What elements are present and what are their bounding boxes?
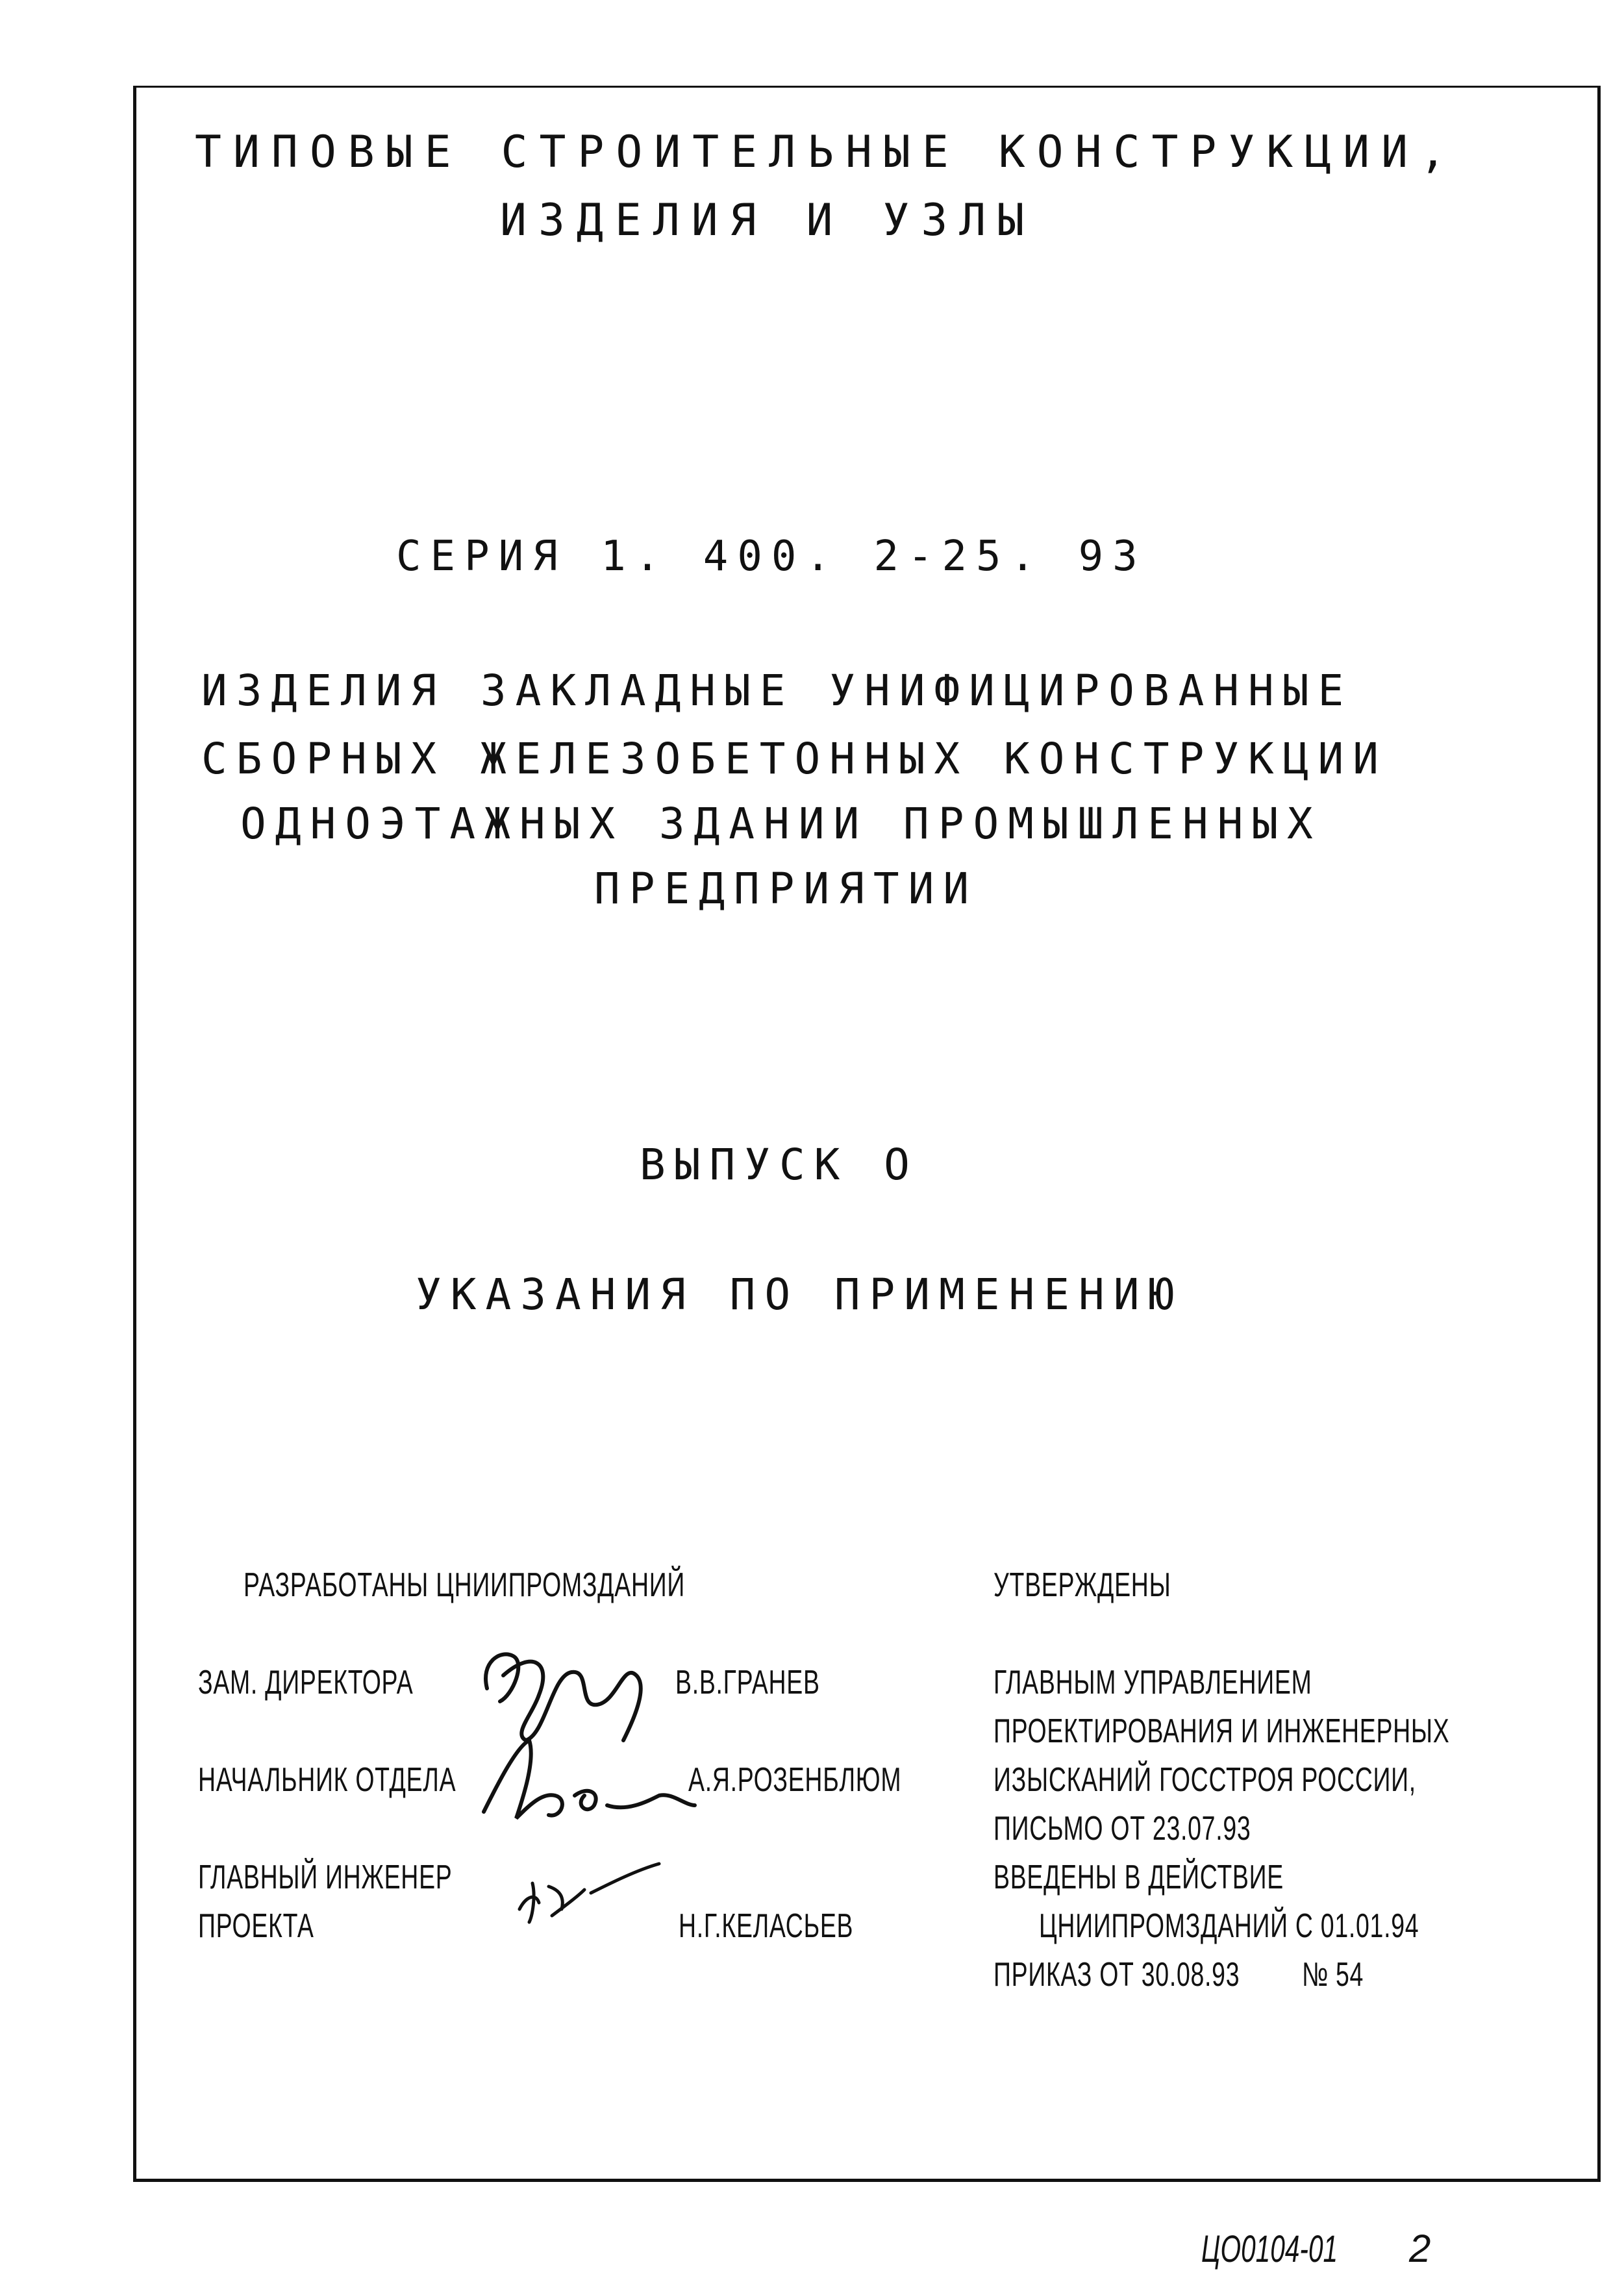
approval-line-2: ПРОЕКТИРОВАНИЯ И ИНЖЕНЕРНЫХ <box>993 1712 1450 1750</box>
approval-line-3: ИЗЫСКАНИЙ ГОССТРОЯ РОССИИ, <box>993 1761 1416 1799</box>
document-code: ЦО0104-01 <box>1201 2228 1338 2270</box>
header-line-1: ТИПОВЫЕ СТРОИТЕЛЬНЫЕ КОНСТРУКЦИИ, <box>195 127 1458 178</box>
developers-heading: РАЗРАБОТАНЫ ЦНИИПРОМЗДАНИЙ <box>244 1566 685 1604</box>
signature-kelasev <box>513 1857 662 1929</box>
title-line-2: СБОРНЫХ ЖЕЛЕЗОБЕТОННЫХ КОНСТРУКЦИИ <box>201 734 1388 784</box>
approval-line-7: ПРИКАЗ ОТ 30.08.93 <box>993 1956 1240 1994</box>
role-department-head: НАЧАЛЬНИК ОТДЕЛА <box>198 1761 456 1799</box>
approval-line-5: ВВЕДЕНЫ В ДЕЙСТВИЕ <box>993 1859 1284 1896</box>
title-line-4: ПРЕДПРИЯТИИ <box>594 864 979 914</box>
order-number: № 54 <box>1302 1956 1364 1994</box>
signature-rozenblum <box>477 1734 698 1831</box>
approval-line-4: ПИСЬМО ОТ 23.07.93 <box>993 1810 1251 1848</box>
page-number: 2 <box>1409 2227 1431 2270</box>
title-line-3: ОДНОЭТАЖНЫХ ЗДАНИИ ПРОМЫШЛЕННЫХ <box>240 799 1322 849</box>
title-line-1: ИЗДЕЛИЯ ЗАКЛАДНЫЕ УНИФИЦИРОВАННЫЕ <box>201 666 1353 716</box>
role-deputy-director: ЗАМ. ДИРЕКТОРА <box>198 1664 414 1701</box>
name-kelasev: Н.Г.КЕЛАСЬЕВ <box>679 1907 854 1945</box>
approval-heading: УТВЕРЖДЕНЫ <box>993 1566 1171 1604</box>
approval-line-6: ЦНИИПРОМЗДАНИЙ С 01.01.94 <box>1039 1907 1419 1945</box>
role-chief-engineer-line-1: ГЛАВНЫЙ ИНЖЕНЕР <box>198 1859 453 1896</box>
header-line-2: ИЗДЕЛИЯ И УЗЛЫ <box>500 195 1036 246</box>
approval-line-1: ГЛАВНЫМ УПРАВЛЕНИЕМ <box>993 1664 1312 1701</box>
document-subtitle: УКАЗАНИЯ ПО ПРИМЕНЕНИЮ <box>416 1270 1184 1320</box>
issue-number: ВЫПУСК О <box>640 1140 919 1190</box>
name-rozenblum: А.Я.РОЗЕНБЛЮМ <box>688 1761 902 1799</box>
role-chief-engineer-line-2: ПРОЕКТА <box>198 1907 314 1945</box>
series-number: СЕРИЯ 1. 400. 2-25. 93 <box>396 532 1147 581</box>
signature-granev <box>474 1636 682 1747</box>
name-granev: В.В.ГРАНЕВ <box>675 1664 820 1701</box>
